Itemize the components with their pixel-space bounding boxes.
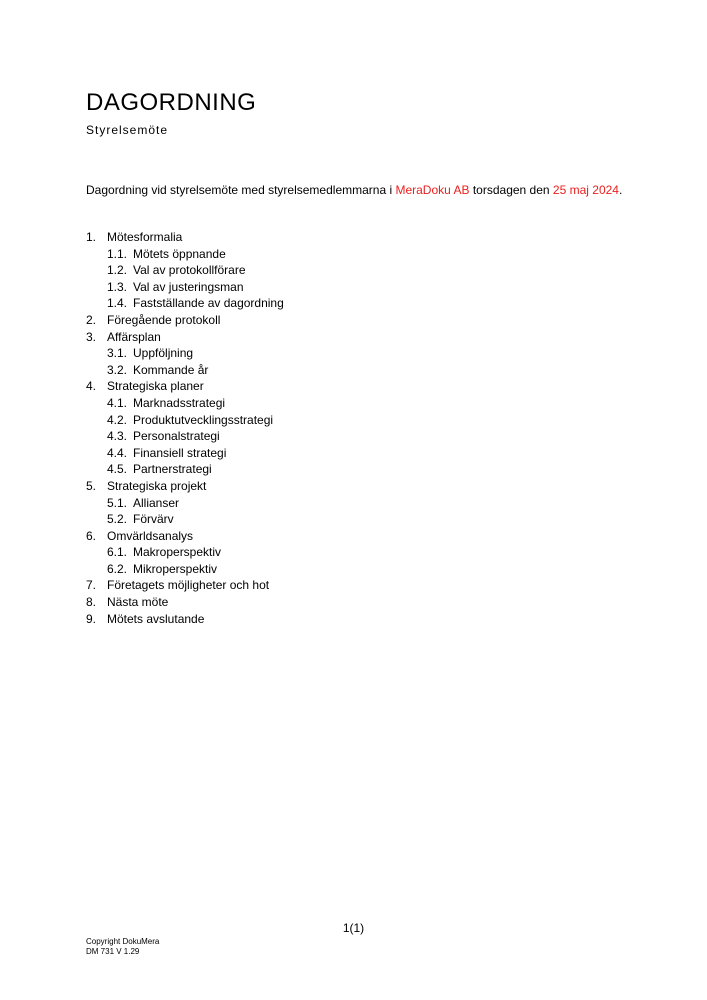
agenda-item-number: 6.2.	[107, 561, 128, 576]
agenda-item-label: Uppföljning	[133, 346, 194, 361]
agenda-item-label: Affärsplan	[107, 329, 161, 344]
agenda-item	[86, 246, 646, 263]
intro-text-3: .	[618, 183, 623, 197]
footer	[86, 937, 159, 957]
agenda-item-label: Fastställande av dagordning	[133, 296, 284, 311]
agenda-item-label: Personalstrategi	[133, 429, 220, 444]
agenda-item	[86, 577, 646, 594]
agenda-item	[86, 478, 646, 495]
agenda-item-label: Mötets öppnande	[133, 246, 226, 261]
agenda-item	[86, 528, 646, 545]
agenda-item	[86, 544, 646, 561]
agenda-item-number: 5.1.	[107, 495, 128, 510]
agenda-item	[86, 262, 646, 279]
page-number: 1(1)	[342, 921, 365, 935]
agenda-item	[86, 295, 646, 312]
agenda-item-label: Makroperspektiv	[133, 545, 222, 560]
company-name: MeraDoku AB	[395, 183, 470, 197]
agenda-item	[86, 378, 646, 395]
agenda-item-number: 4.4.	[107, 445, 128, 460]
document-title: DAGORDNING	[86, 89, 257, 116]
agenda-item-label: Val av justeringsman	[133, 279, 244, 294]
agenda-item	[86, 495, 646, 512]
agenda-item	[86, 395, 646, 412]
intro-paragraph	[86, 182, 626, 199]
agenda-item-label: Mötesformalia	[107, 230, 183, 244]
agenda-item-label: Kommande år	[133, 362, 209, 377]
intro-text-2: torsdagen den	[469, 183, 553, 197]
agenda-item-number: 1.	[86, 230, 97, 244]
agenda-item-label: Föregående protokoll	[107, 312, 221, 327]
agenda-list	[86, 229, 646, 627]
agenda-item-number: 4.5.	[107, 462, 128, 477]
agenda-item	[86, 428, 646, 445]
agenda-item-label: Strategiska planer	[107, 379, 204, 394]
agenda-item-label: Mikroperspektiv	[133, 561, 218, 576]
agenda-item-label: Strategiska projekt	[107, 478, 207, 493]
agenda-item-label: Val av protokollförare	[133, 263, 246, 278]
agenda-item-number: 6.1.	[107, 545, 128, 560]
agenda-item	[86, 561, 646, 578]
agenda-item	[86, 461, 646, 478]
agenda-item	[86, 362, 646, 379]
agenda-item-label: Nästa möte	[107, 595, 169, 610]
agenda-item	[86, 329, 646, 346]
agenda-item	[86, 345, 646, 362]
agenda-item-label: Finansiell strategi	[133, 445, 227, 460]
agenda-item-label: Marknadsstrategi	[133, 395, 226, 410]
agenda-item	[86, 511, 646, 528]
agenda-item-number: 3.1.	[107, 346, 128, 361]
agenda-item-label: Partnerstrategi	[133, 462, 212, 477]
agenda-item-number: 4.2.	[107, 412, 128, 427]
agenda-item-number: 4.	[86, 379, 97, 394]
agenda-item	[86, 312, 646, 329]
agenda-item	[86, 229, 646, 246]
agenda-item-number: 1.4.	[107, 296, 128, 311]
agenda-item-label: Företagets möjligheter och hot	[107, 578, 270, 593]
agenda-item-number: 3.	[86, 329, 97, 344]
agenda-item-number: 5.	[86, 478, 97, 493]
agenda-item-label: Mötets avslutande	[107, 611, 205, 626]
agenda-item	[86, 594, 646, 611]
meeting-date: 25 maj 2024	[552, 183, 619, 197]
agenda-item	[86, 412, 646, 429]
agenda-item-number: 5.2.	[107, 512, 128, 527]
agenda-item-number: 6.	[86, 528, 97, 543]
intro-text-1: Dagordning vid styrelsemöte med styrelsemedlemmarna i	[86, 183, 396, 197]
document-subtitle: Styrelsemöte	[86, 123, 169, 137]
footer-doc-id: DM 731 V 1.29	[86, 947, 140, 956]
agenda-item	[86, 611, 646, 628]
agenda-item-number: 7.	[86, 578, 97, 593]
agenda-item-label: Produktutvecklingsstrategi	[133, 412, 274, 427]
agenda-item-number: 2.	[86, 312, 97, 327]
agenda-item	[86, 445, 646, 462]
footer-copyright: Copyright DokuMera	[86, 937, 160, 946]
agenda-item-number: 1.2.	[107, 263, 128, 278]
agenda-item-number: 4.1.	[107, 395, 128, 410]
agenda-item-number: 1.1.	[107, 246, 128, 261]
agenda-item-number: 4.3.	[107, 429, 128, 444]
agenda-item-number: 3.2.	[107, 362, 128, 377]
agenda-item-label: Omvärldsanalys	[107, 528, 194, 543]
agenda-item	[86, 279, 646, 296]
agenda-item-number: 1.3.	[107, 279, 128, 294]
agenda-item-label: Allianser	[133, 495, 180, 510]
agenda-item-number: 9.	[86, 611, 97, 626]
agenda-item-label: Förvärv	[133, 512, 174, 527]
agenda-item-number: 8.	[86, 595, 97, 610]
